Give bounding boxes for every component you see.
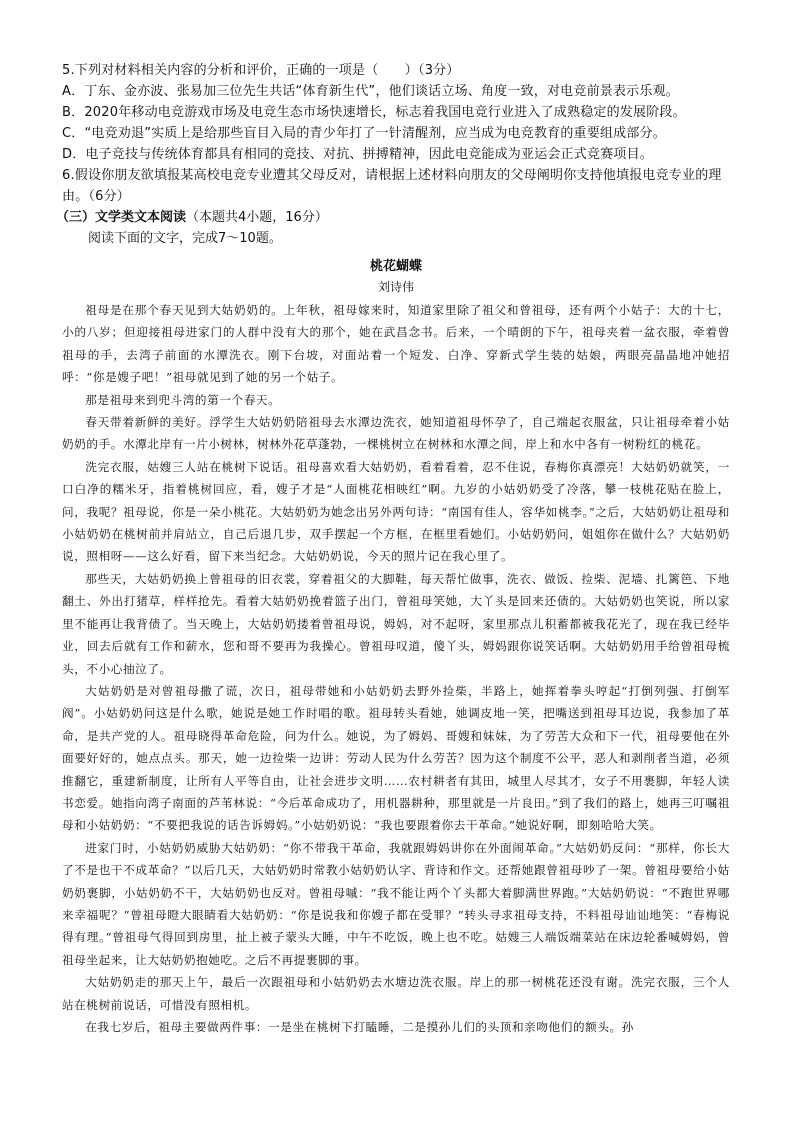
- article-paragraph: 祖母是在那个春天见到大姑奶奶的。上年秋，祖母嫁来时，知道家里除了祖父和曾祖母，还有两个小姑子：大的十七，小的八岁；但迎接祖母进家门的人群中没有大的那个，她在武昌念书。后来，一个晴朗的下午，祖母夹着一盆衣服，牵着曾祖母的手，去湾子前面的水潭洗衣。刚下台坡，对面站着一个短发、白净、穿新式学生装的姑娘，两眼亮晶晶地冲她招呼：“你是嫂子吧！”祖母就见到了她的另一个姑子。: [62, 303, 730, 385]
- question-6-stem: 6.假设你朋友欲填报某高校电竞专业遭其父母反对，请根据上述材料向朋友的父母阐明你支持他填报电竞专业的理由。（6分）: [62, 168, 722, 204]
- question-6: [62, 165, 730, 207]
- option-c: C．“电竞劝退”实质上是给那些盲目入局的青少年打了一针清醒剂，应当成为电竞教育的重要组成部分。: [62, 126, 666, 141]
- article-paragraph: 那是祖母来到兜斗湾的第一个春天。: [85, 392, 281, 407]
- article-title: 桃花蝴蝶: [369, 259, 422, 274]
- section-note: （本题共4小题，16分）: [186, 210, 328, 225]
- option-a: A．丁东、金亦波、张易加三位先生共话“体育新生代”，他们谈话立场、角度一致，对电竞前景表示乐观。: [62, 84, 679, 99]
- article-paragraph: 大姑奶奶是对曾祖母撒了谎，次日，祖母带她和小姑奶奶去野外捡柴，半路上，她挥着拳头哼起“打倒列强、打倒军阀”。小姑奶奶问这是什么歌，她说是她工作时唱的歌。祖母转头看她，她调皮地一笑，把嘴送到祖母耳边说，我参加了革命，是共产党的人。祖母晓得革命危险，问为什么。她说，为了姆妈、哥嫂和妹妹，为了劳苦大众和下一代，祖母要他在外面要好好的，她点点头。那天，她一边捡柴一边讲：劳动人民为什么劳苦？因为这个制度不公平，恶人和剥削者当道，必须推翻它，重建新制度，让所有人平等自由，让社会进步文明……农村耕者有其田，城里人尽其才，女子不用裹脚，年轻人读书恋爱。她指向湾子南面的芦苇林说：“今后革命成功了，用机器耕种，那里就是一片良田。”到了我们的路上，她再三叮嘱祖母和小姑奶奶：“不要把我说的话告诉姆妈。”小姑奶奶说：“我也要跟着你去干革命。”她说好啊，即刻哈哈大笑。: [62, 683, 730, 833]
- question-5-stem: 5.下列对材料相关内容的分析和评价，正确的一项是（ ）（3分）: [62, 63, 460, 78]
- section-instruction: 阅读下面的文字，完成7～10题。: [88, 231, 282, 246]
- article-paragraph: 那些天，大姑奶奶换上曾祖母的旧衣裳，穿着祖父的大脚鞋，每天帮忙做事，洗衣、做饭、捡柴、泥墙、扎篱笆、下地翻土、外出打猪草，样样抢先。看着大姑奶奶挽着篮子出门，曾祖母笑她，大丫头是回来还债的。大姑奶奶也笑说，所以家里不能再让我背债了。当天晚上，大姑奶奶搂着曾祖母说，姆妈，对不起呀，家里那点儿积蓄都被我花光了，现在我已经毕业，回去后就有工作和薪水，您和哥不要再为我操心。曾祖母叹道，傻丫头，姆妈跟你说笑话啊。大姑奶奶用手给曾祖母梳头，不小心抽泣了。: [62, 571, 730, 676]
- article-paragraph: 洗完衣服，姑嫂三人站在桃树下说话。祖母喜欢看大姑奶奶，看着看着，忍不住说，春梅你真漂亮！大姑奶奶就笑，一口白净的糯米牙，指着桃树回应，看，嫂子才是“人面桃花相映红”啊。九岁的小姑奶奶受了冷落，攀一枝桃花贴在脸上，问，我呢？祖母说，你是一朵小桃花。大姑奶奶为她念出另外两句诗：“南国有佳人，容华如桃李。”之后，大姑奶奶让祖母和小姑奶奶在桃树前并肩站立，自己后退几步，双手摆起一个方框，在框里看她们。小姑奶奶问，姐姐你在做什么？大姑奶奶说，照相呀——这么好看，留下来当纪念。大姑奶奶说，今天的照片记在我心里了。: [62, 459, 730, 564]
- section-title: （三）文学类文本阅读: [56, 210, 187, 225]
- article-body: [62, 299, 730, 1038]
- article-paragraph: 春天带着新鲜的美好。浮学生大姑奶奶陪祖母去水潭边洗衣，她知道祖母怀孕了，自己端起衣服盆，只让祖母牵着小姑奶奶的手。水潭北岸有一片小树林，树林外花草蓬勃，一棵桃树立在树林和水潭之间，岸上和水中各有一树粉红的桃花。: [62, 415, 730, 452]
- option-d: D．电子竞技与传统体育都具有相同的竞技、对抗、拼搏精神，因此电竞能成为亚运会正式竞赛项目。: [62, 147, 654, 162]
- article-paragraph: 在我七岁后，祖母主要做两件事：一是坐在桃树下打瞌睡，二是摸孙儿们的头顶和亲吻他们的额头。孙: [85, 1020, 634, 1034]
- article-paragraph: 进家门时，小姑奶奶威胁大姑奶奶：“你不带我干革命，我就跟姆妈讲你在外面闹革命。”大姑奶奶反问：“那样，你长大了不是也干不成革命？”以后几天，大姑奶奶时常教小姑奶奶认字、背诗和作文。还帮她跟曾祖母吵了一架。曾祖母要给小姑奶奶裹脚，小姑奶奶不干，大姑奶奶也反对。曾祖母嘁：“我不能让两个丫头都大着脚满世界跑。”大姑奶奶说：“不跑世界哪来幸福呢？”曾祖母瞪大眼睛看大姑奶奶：“你是说我和你嫂子都在受罪？”转头寻求祖母支持，不料祖母讪讪地笑：“春梅说得有理。”曾祖母气得回到房里，扯上被子蒙头大睡，中午不吃饭，晚上也不吃。姑嫂三人端饭端菜站在床边轮番喊姆妈，曾祖母坐起来，让大姑奶奶抱她吃。之后不再提裹脚的事。: [62, 840, 730, 967]
- option-b: B．2020年移动电竞游戏市场及电竞生态市场快速增长，标志着我国电竞行业进入了成熟稳定的发展阶段。: [62, 105, 686, 120]
- article-paragraph: 大姑奶奶走的那天上午，最后一次跟祖母和小姑奶奶去水塘边洗衣服。岸上的那一树桃花还没有谢。洗完衣服，三个人站在桃树前说话，可惜没有照相机。: [62, 975, 730, 1012]
- article-author: 刘诗伟: [377, 280, 414, 294]
- section-heading: [56, 207, 730, 228]
- question-5: [62, 60, 730, 165]
